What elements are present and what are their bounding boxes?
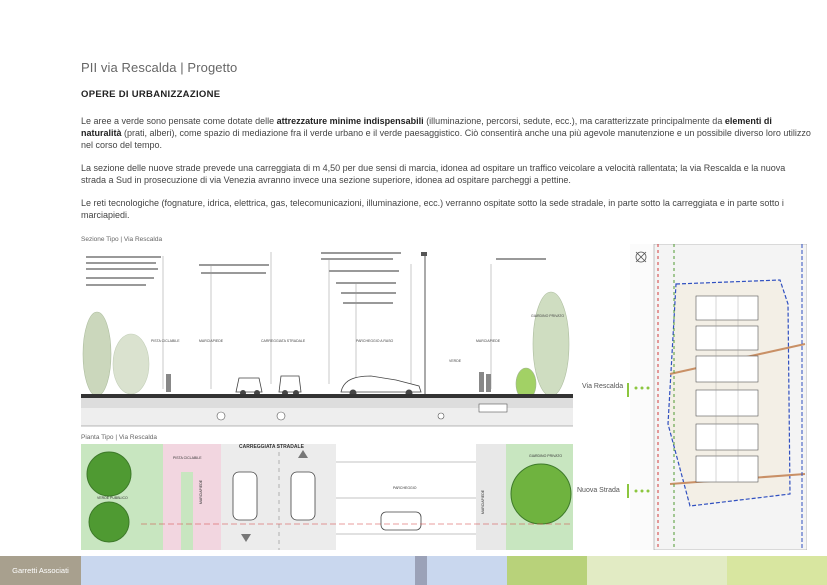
section-heading: OPERE DI URBANIZZAZIONE bbox=[81, 89, 221, 100]
label-plan-private-garden: GIARDINO PRIVATO bbox=[529, 454, 563, 458]
callout-via-rescalda: Via Rescalda bbox=[582, 383, 624, 390]
section-caption: Sezione Tipo | Via Rescalda bbox=[81, 236, 163, 243]
label-carriageway: CARREGGIATA STRADALE bbox=[261, 339, 306, 343]
footer-swatch-1 bbox=[81, 556, 415, 585]
footer-swatch-6 bbox=[727, 556, 827, 585]
label-public-green: VERDE PUBBLICO bbox=[97, 496, 128, 500]
footer-swatch-2 bbox=[415, 556, 427, 585]
paragraph-green-areas: Le aree a verde sono pensate come dotate delle attrezzature minime indispensabili (illuminazione, percorsi, sedute, ecc.), ma caratterizzate principalmente da elementi di naturalità (prati, alberi), come spazio di mediazione fra il verde urbano e il verde paesaggistico. Ciò consentirà anche una più agevole manutenzione e un possibile diverso loro utilizzo nel corso del tempo. bbox=[81, 116, 811, 150]
label-sidewalk-right: MARCIAPIEDE bbox=[476, 339, 501, 343]
plan-caption: Pianta Tipo | Via Rescalda bbox=[81, 434, 158, 441]
label-plan-carriageway: CARREGGIATA STRADALE bbox=[239, 444, 304, 450]
label-plan-bike-lane: PISTA CICLABILE bbox=[173, 456, 202, 460]
label-bike-lane: PISTA CICLABILE bbox=[151, 339, 180, 343]
footer-swatch-3 bbox=[427, 556, 507, 585]
footer-brand: Garretti Associati bbox=[0, 556, 81, 585]
label-parking: PARCHEGGIO A RASO bbox=[356, 339, 394, 343]
callout-bar-rescalda bbox=[627, 383, 629, 397]
label-plan-sidewalk-right: MARCIAPIEDE bbox=[481, 489, 485, 514]
label-plan-sidewalk-left: MARCIAPIEDE bbox=[199, 479, 203, 504]
page-title: PII via Rescalda | Progetto bbox=[81, 60, 238, 75]
site-plan-map bbox=[630, 244, 807, 550]
road-plan-drawing bbox=[81, 444, 573, 550]
footer-swatch-5 bbox=[587, 556, 727, 585]
callout-nuova-strada: Nuova Strada bbox=[577, 487, 620, 494]
footer-band bbox=[0, 556, 827, 585]
label-plan-parking: PARCHEGGIO bbox=[393, 486, 417, 490]
footer-swatch-4 bbox=[507, 556, 587, 585]
tree-left bbox=[83, 312, 149, 396]
label-private-garden: GIARDINO PRIVATO bbox=[531, 314, 565, 318]
paragraph-road-section: La sezione delle nuove strade prevede una carreggiata di m 4,50 per due sensi di marcia, idonea ad ospitare un traffico veicolare a velocità rallentata; la via Rescalda e la nuova strada a Sud in prosecuzione di via Venezia avranno invece una sezione superiore, idonea ad ospitare parcheggi a pettine. bbox=[81, 163, 786, 185]
label-green: VERDE bbox=[449, 359, 462, 363]
paragraph-utilities: Le reti tecnologiche (fognature, idrica, elettrica, gas, telecomunicazioni, illuminazione, ecc.) verranno ospitate sotto la sede stradale, in parte sotto la carreggiata e in parte sotto i marciapiedi. bbox=[81, 198, 784, 220]
road-section-drawing bbox=[81, 244, 573, 434]
callout-bar-nuova bbox=[627, 484, 629, 498]
label-sidewalk-left: MARCIAPIEDE bbox=[199, 339, 224, 343]
